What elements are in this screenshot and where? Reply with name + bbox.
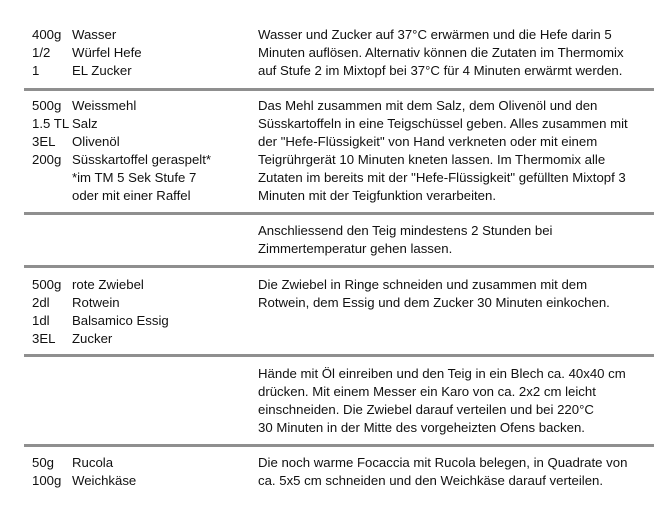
ingredient-name: Wasser — [72, 27, 117, 42]
instruction-line: Minuten auflösen. Alternativ können die Zutaten im Thermomix — [258, 45, 624, 60]
instruction-line: Die Zwiebel in Ringe schneiden und zusammen mit dem — [258, 277, 588, 292]
ingredient-quantity: 1/2 — [32, 45, 51, 60]
section-divider — [24, 444, 654, 447]
ingredient-row — [32, 312, 169, 330]
ingredient-name: Weissmehl — [72, 98, 137, 113]
ingredient-row — [32, 330, 169, 348]
ingredient-row — [32, 133, 211, 151]
ingredient-row — [32, 26, 142, 44]
instruction-line: Hände mit Öl einreiben und den Teig in ein Blech ca. 40x40 cm — [258, 366, 626, 381]
ingredient-quantity: 3EL — [32, 331, 56, 346]
ingredient-row — [32, 62, 142, 80]
instruction-text — [258, 276, 658, 312]
ingredient-name: Balsamico Essig — [72, 313, 169, 328]
ingredient-note: *im TM 5 Sek Stufe 7 — [72, 170, 197, 185]
instruction-line: Süsskartoffeln in eine Teigschüssel geben. Alles zusammen mit — [258, 116, 628, 131]
instruction-line: Zimmertemperatur gehen lassen. — [258, 241, 453, 256]
ingredient-row — [32, 294, 169, 312]
ingredient-quantity: 200g — [32, 152, 62, 167]
ingredient-row — [32, 454, 136, 472]
instruction-line: 30 Minuten in der Mitte des vorgeheizten Ofens backen. — [258, 420, 585, 435]
instruction-line: Anschliessend den Teig mindestens 2 Stunden bei — [258, 223, 553, 238]
instruction-line: Das Mehl zusammen mit dem Salz, dem Olivenöl und den — [258, 98, 598, 113]
ingredient-name: Zucker — [72, 331, 113, 346]
ingredient-quantity: 500g — [32, 277, 62, 292]
ingredient-name: rote Zwiebel — [72, 277, 144, 292]
instruction-line: drücken. Mit einem Messer ein Karo von ca. 2x2 cm leicht — [258, 384, 596, 399]
instruction-text — [258, 26, 658, 80]
ingredient-quantity: 400g — [32, 27, 62, 42]
ingredient-row — [32, 472, 136, 490]
instruction-line: auf Stufe 2 im Mixtopf bei 37°C für 4 Minuten erwärmt werden. — [258, 63, 623, 78]
ingredient-name: Salz — [72, 116, 98, 131]
ingredient-row — [32, 97, 211, 115]
instruction-text — [258, 222, 658, 258]
section-divider — [24, 265, 654, 268]
instruction-line: ca. 5x5 cm schneiden und den Weichkäse darauf verteilen. — [258, 473, 604, 488]
ingredient-list — [32, 97, 211, 205]
instruction-text — [258, 97, 658, 205]
ingredient-row — [32, 151, 211, 169]
instruction-text — [258, 454, 658, 490]
ingredient-list — [32, 276, 169, 348]
instruction-line: Minuten mit der Teigfunktion verarbeiten. — [258, 188, 496, 203]
ingredient-name: Süsskartoffel geraspelt* — [72, 152, 212, 167]
ingredient-row — [32, 115, 211, 133]
ingredient-name: EL Zucker — [72, 63, 132, 78]
instruction-line: Wasser und Zucker auf 37°C erwärmen und die Hefe darin 5 — [258, 27, 612, 42]
ingredient-list — [32, 454, 136, 490]
ingredient-name: Würfel Hefe — [72, 45, 142, 60]
ingredient-quantity: 1dl — [32, 313, 50, 328]
ingredient-quantity: 3EL — [32, 134, 56, 149]
ingredient-quantity: 1.5 TL — [32, 116, 70, 131]
instruction-line: der "Hefe-Flüssigkeit" von Hand verkneten oder mit einem — [258, 134, 598, 149]
section-divider — [24, 212, 654, 215]
ingredient-name: Olivenöl — [72, 134, 120, 149]
ingredient-note: oder mit einer Raffel — [72, 188, 191, 203]
section-divider — [24, 88, 654, 91]
ingredient-row — [32, 276, 169, 294]
ingredient-quantity: 100g — [32, 473, 62, 488]
ingredient-row — [32, 44, 142, 62]
ingredient-quantity: 1 — [32, 63, 40, 78]
instruction-line: Die noch warme Focaccia mit Rucola belegen, in Quadrate von — [258, 455, 628, 470]
ingredient-name: Weichkäse — [72, 473, 137, 488]
ingredient-list — [32, 26, 142, 80]
instruction-text — [258, 365, 658, 437]
ingredient-quantity: 500g — [32, 98, 62, 113]
instruction-line: Zutaten im bereits mit der "Hefe-Flüssigkeit" gefüllten Mixtopf 3 — [258, 170, 626, 185]
ingredient-quantity: 2dl — [32, 295, 50, 310]
section-divider — [24, 354, 654, 357]
ingredient-name: Rotwein — [72, 295, 120, 310]
instruction-line: Teigrührgerät 10 Minuten kneten lassen. Im Thermomix alle — [258, 152, 606, 167]
ingredient-name: Rucola — [72, 455, 114, 470]
instruction-line: Rotwein, dem Essig und dem Zucker 30 Minuten einkochen. — [258, 295, 610, 310]
ingredient-quantity: 50g — [32, 455, 55, 470]
instruction-line: einschneiden. Die Zwiebel darauf verteilen und bei 220°C — [258, 402, 594, 417]
